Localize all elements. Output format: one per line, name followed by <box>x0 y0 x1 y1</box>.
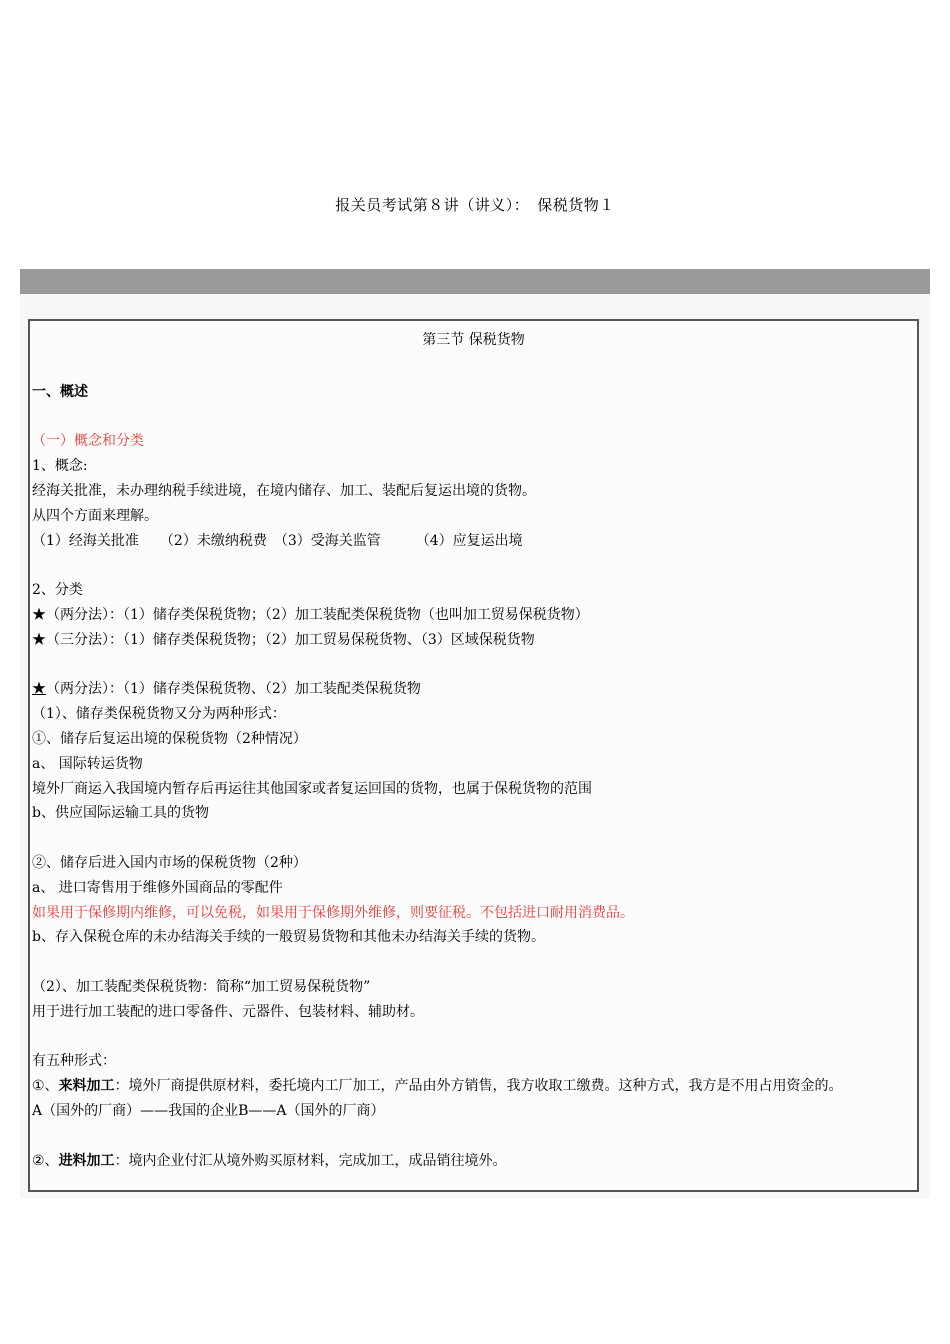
flow-text: A（国外的厂商）——我国的企业B——A（国外的厂商） <box>32 1102 385 1119</box>
four-aspects: （1）经海关批准 （2）未缴纳税费 （3）受海关监管 （4）应复运出境 <box>32 532 523 549</box>
two-way-text: （两分法）：（1）储存类保税货物；（2）加工装配类保税货物（也叫加工贸易保税货物） <box>46 606 589 623</box>
item-b-bonded-warehouse: b、存入保税仓库的未办结海关手续的一般贸易货物和其他未办结海关手续的货物。 <box>32 929 545 946</box>
five-forms: 有五种形式： <box>32 1053 116 1070</box>
form-2-num: ②、 <box>32 1152 59 1169</box>
concept-text: 经海关批准，未办理纳税手续进境，在境内储存、加工、装配后复运出境的货物。 <box>32 482 536 499</box>
form-1-text: ：境外厂商提供原材料，委托境内工厂加工，产品由外方销售，我方收取工缴费。这种方式，我方是不用占用资金的。 <box>114 1078 843 1095</box>
star-icon: ★ <box>32 681 46 698</box>
form-1-title: 来料加工 <box>58 1078 115 1095</box>
processing-desc: 用于进行加工装配的进口零备件、元器件、包装材料、辅助材。 <box>32 1003 424 1020</box>
two-way-classification-again <box>32 677 915 702</box>
item-a-consignment: a、 进口寄售用于维修外国商品的零配件 <box>32 879 283 896</box>
form-1-num: ①、 <box>32 1078 59 1095</box>
section-heading: 第三节 保税货物 <box>422 332 525 348</box>
storage-two-forms: （1）、储存类保税货物又分为两种形式： <box>32 706 286 723</box>
item-a-transit: a、 国际转运货物 <box>32 755 143 772</box>
three-way-text: （三分法）：（1）储存类保税货物；（2）加工贸易保税货物、（3）区域保税货物 <box>46 631 535 648</box>
form-2 <box>32 1149 915 1174</box>
document-title: 报关员考试第８讲（讲义）： 保税货物１ <box>335 196 615 214</box>
star-icon: ★ <box>32 631 46 648</box>
three-way-classification <box>32 628 915 653</box>
processing-title: （2）、加工装配类保税货物：简称“加工贸易保税货物” <box>32 978 371 995</box>
star-icon: ★ <box>32 606 46 623</box>
domestic-market-goods: ②、储存后进入国内市场的保税货物（2种） <box>32 854 307 871</box>
warranty-note: 如果用于保修期内维修，可以免税，如果用于保修期外维修，则要征税。不包括进口耐用消费品。 <box>32 904 634 921</box>
form-2-title: 进料加工 <box>58 1152 115 1169</box>
concept-label: 1、概念: <box>32 458 88 475</box>
two-way-classification <box>32 603 915 628</box>
form-1 <box>32 1074 915 1099</box>
re-export-goods: ①、储存后复运出境的保税货物（2种情况） <box>32 730 307 747</box>
concept-classification-heading: （一）概念和分类 <box>32 433 144 450</box>
classification-label: 2、分类 <box>32 582 83 599</box>
understand-text: 从四个方面来理解。 <box>32 507 158 524</box>
header-bar <box>20 269 930 294</box>
item-a-transit-desc: 境外厂商运入我国境内暂存后再运往其他国家或者复运回国的货物，也属于保税货物的范围 <box>32 780 592 797</box>
two-way-again-text: （两分法）：（1）储存类保税货物、（2）加工装配类保税货物 <box>46 681 421 698</box>
item-b-transport-supply: b、供应国际运输工具的货物 <box>32 805 209 822</box>
lecture-content <box>28 319 919 1192</box>
form-2-text: ：境内企业付汇从境外购买原材料，完成加工，成品销往境外。 <box>114 1152 507 1169</box>
overview-heading: 一、概述 <box>32 383 88 400</box>
